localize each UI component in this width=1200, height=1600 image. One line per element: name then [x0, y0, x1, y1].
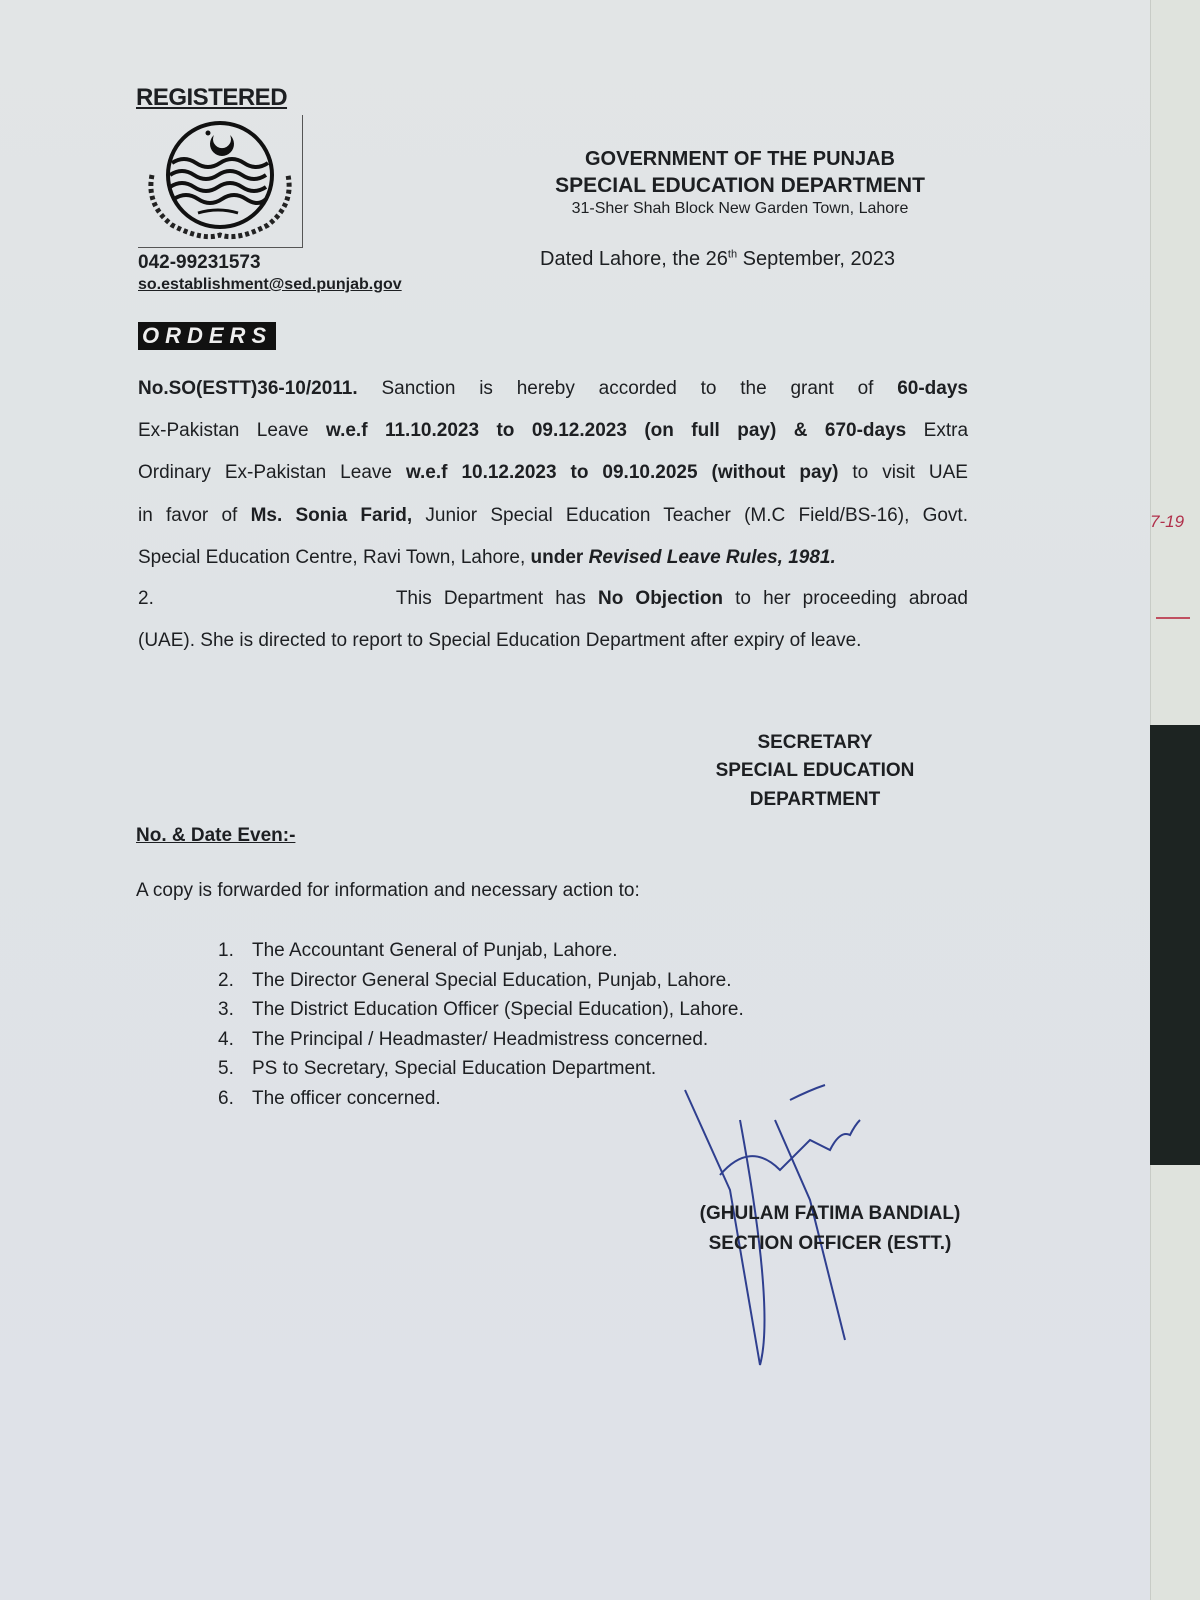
- registered-label: REGISTERED: [136, 84, 288, 111]
- body-text-segment: to her proceeding abroad: [723, 588, 968, 609]
- government-heading: GOVERNMENT OF THE PUNJAB: [584, 148, 896, 170]
- body-line: [138, 629, 968, 653]
- officer-name: (GHULAM FATIMA BANDIAL): [699, 1203, 961, 1224]
- body-text-segment: Revised Leave Rules, 1981.: [588, 547, 836, 568]
- body-text-segment: Ms. Sonia Farid,: [250, 505, 413, 526]
- body-text-segment: 2. This Department has: [138, 588, 598, 609]
- officer-title: SECTION OFFICER (ESTT.): [708, 1233, 952, 1254]
- body-text-segment: Ordinary Ex-Pakistan Leave: [138, 462, 406, 483]
- phone-number: 042-99231573: [138, 252, 261, 273]
- copy-list-item: [218, 940, 744, 970]
- body-text-segment: No Objection: [597, 588, 724, 609]
- list-text: The District Education Officer (Special Education), Lahore.: [252, 999, 744, 1020]
- secretary-department-2: DEPARTMENT: [749, 789, 881, 810]
- copy-list-item: [218, 999, 744, 1029]
- body-text-segment: 60-days: [897, 378, 968, 399]
- list-number: 2.: [218, 969, 234, 991]
- list-number: 4.: [218, 1028, 234, 1050]
- body-text-segment: Special Education Centre, Ravi Town, Lahore,: [138, 547, 531, 568]
- margin-dash: [1156, 617, 1190, 619]
- body-text-segment: w.e.f 11.10.2023 to 09.12.2023 (on full pay) & 670-days: [326, 420, 907, 441]
- list-number: 3.: [218, 999, 234, 1020]
- department-heading: SPECIAL EDUCATION DEPARTMENT: [555, 174, 925, 197]
- body-line: [138, 419, 968, 443]
- secretary-title: SECRETARY: [757, 732, 873, 753]
- copy-list-item: [218, 970, 744, 1000]
- body-text-segment: under: [530, 547, 589, 568]
- list-text: PS to Secretary, Special Education Department.: [252, 1058, 657, 1079]
- body-text-segment: in favor of: [138, 505, 251, 526]
- copy-list-item: [218, 1029, 744, 1059]
- body-line: [138, 587, 968, 611]
- even-label: No. & Date Even:-: [136, 825, 296, 846]
- body-line: [138, 461, 968, 485]
- orders-label: ORDERS: [138, 322, 276, 350]
- date-prefix: Dated Lahore, the 26: [540, 248, 728, 270]
- body-line: [138, 546, 968, 570]
- list-text: The Director General Special Education, Punjab, Lahore.: [252, 969, 732, 991]
- department-address: 31-Sher Shah Block New Garden Town, Lahore: [571, 200, 909, 217]
- date-suffix: September, 2023: [737, 248, 895, 270]
- body-text-segment: Junior Special Education Teacher (M.C Field/BS-16), Govt.: [412, 505, 968, 526]
- body-line: [138, 504, 968, 528]
- list-text: The officer concerned.: [252, 1087, 441, 1109]
- copy-list-item: [218, 1088, 744, 1118]
- email-address: so.establishment@sed.punjab.gov: [138, 276, 402, 293]
- list-text: The Principal / Headmaster/ Headmistress concerned.: [252, 1028, 709, 1050]
- handwritten-signature: [680, 1080, 900, 1380]
- copy-list-item: [218, 1058, 744, 1088]
- punjab-seal-logo: [138, 115, 303, 248]
- body-text-segment: to visit UAE: [838, 462, 968, 483]
- date-ordinal: th: [727, 248, 738, 261]
- body-line: [138, 377, 968, 401]
- body-text-segment: (UAE). She is directed to report to Special Education Department after expiry of leave.: [138, 630, 862, 651]
- margin-note: 7-19: [1150, 512, 1185, 531]
- list-text: The Accountant General of Punjab, Lahore.: [252, 940, 618, 961]
- copy-list: [218, 940, 744, 1117]
- body-text-segment: Sanction is hereby accorded to the grant of: [357, 378, 898, 399]
- list-number: 6.: [218, 1087, 234, 1109]
- copy-intro: A copy is forwarded for information and necessary action to:: [136, 880, 640, 901]
- body-text-segment: Extra: [906, 420, 969, 441]
- body-text-segment: Ex-Pakistan Leave: [138, 420, 327, 441]
- folder-edge: [1150, 725, 1200, 1165]
- date-line: [540, 248, 895, 271]
- secretary-department: SPECIAL EDUCATION: [715, 760, 915, 781]
- body-text-segment: w.e.f 10.12.2023 to 09.10.2025 (without pay): [405, 462, 839, 483]
- list-number: 1.: [218, 940, 234, 961]
- body-text-segment: No.SO(ESTT)36-10/2011.: [138, 378, 358, 399]
- list-number: 5.: [218, 1058, 234, 1079]
